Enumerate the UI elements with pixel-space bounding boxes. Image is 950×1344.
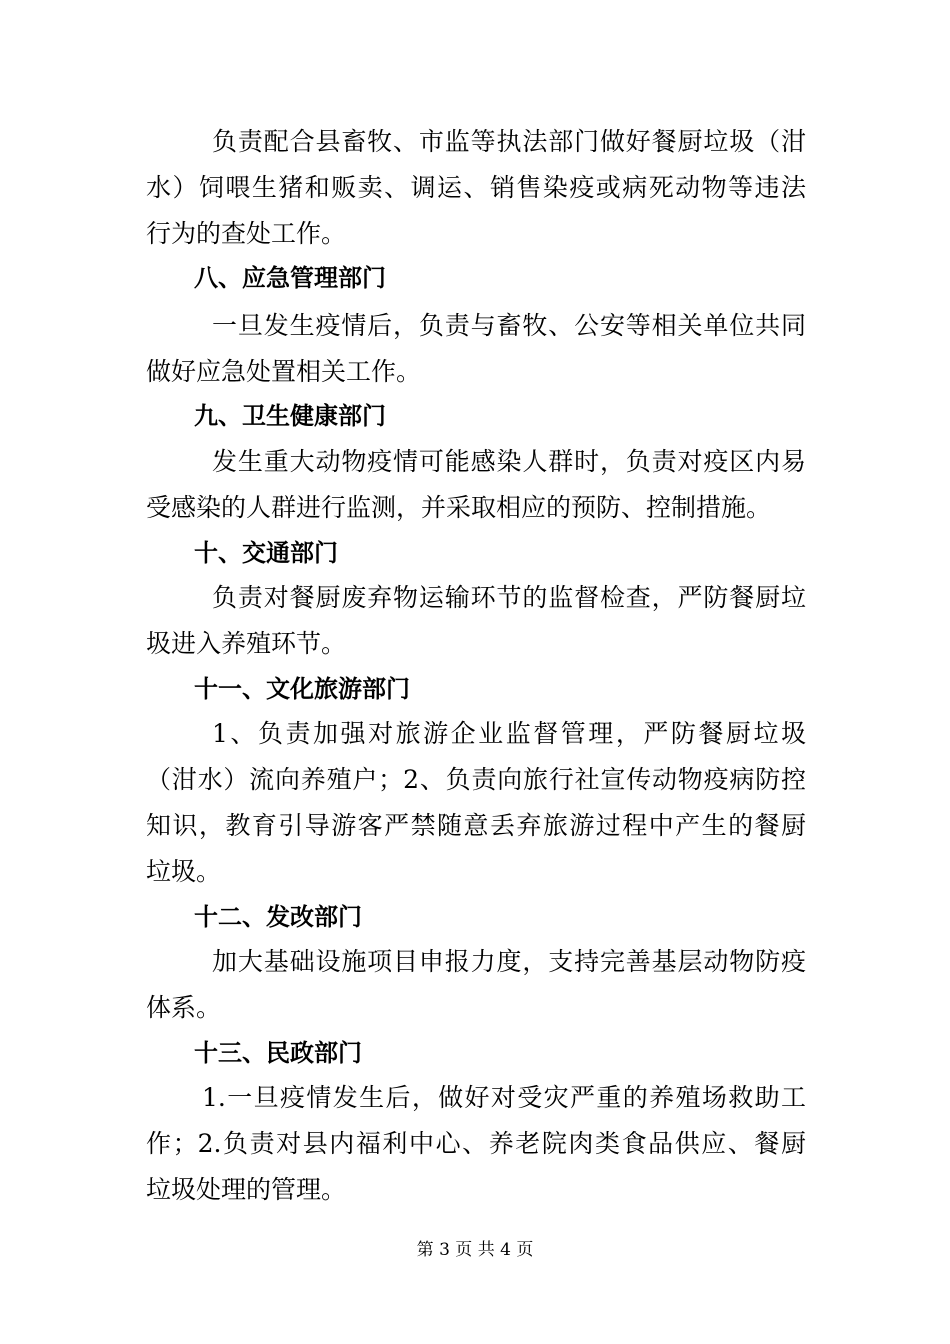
page-number-footer: 第 3 页 共 4 页 (416, 1240, 534, 1260)
paragraph-line: 受感染的人群进行监测，并采取相应的预防、控制措施。 (146, 493, 772, 522)
section-heading: 十、交通部门 (194, 539, 338, 567)
paragraph-line: 垃圾处理的管理。 (146, 1175, 347, 1204)
paragraph-line: 1、负责加强对旅游企业监督管理，严防餐厨垃圾 (212, 719, 806, 748)
paragraph-line: 负责对餐厨废弃物运输环节的监督检查，严防餐厨垃 (212, 583, 806, 612)
paragraph-line: 一旦发生疫情后，负责与畜牧、公安等相关单位共同 (212, 311, 806, 340)
paragraph-line: 加大基础设施项目申报力度，支持完善基层动物防疫 (212, 947, 806, 976)
paragraph-line: 做好应急处置相关工作。 (146, 357, 422, 386)
section-heading: 十二、发改部门 (194, 903, 362, 931)
paragraph-line: 体系。 (146, 993, 222, 1022)
paragraph-line: （泔水）流向养殖户；2、负责向旅行社宣传动物疫病防控 (146, 765, 806, 794)
paragraph-line: 发生重大动物疫情可能感染人群时，负责对疫区内易 (212, 447, 806, 476)
paragraph-line: 1.一旦疫情发生后，做好对受灾严重的养殖场救助工 (202, 1083, 806, 1112)
section-heading: 十一、文化旅游部门 (194, 675, 410, 703)
section-heading: 八、应急管理部门 (194, 264, 386, 292)
paragraph-line: 水）饲喂生猪和贩卖、调运、销售染疫或病死动物等违法 (146, 173, 806, 202)
paragraph-line: 行为的查处工作。 (146, 219, 347, 248)
section-heading: 十三、民政部门 (194, 1039, 362, 1067)
section-heading: 九、卫生健康部门 (194, 402, 386, 430)
paragraph-line: 知识，教育引导游客严禁随意丢弃旅游过程中产生的餐厨 (146, 811, 806, 840)
paragraph-line: 圾进入养殖环节。 (146, 629, 347, 658)
paragraph-line: 垃圾。 (146, 857, 222, 886)
paragraph-line: 负责配合县畜牧、市监等执法部门做好餐厨垃圾（泔 (212, 127, 806, 156)
paragraph-line: 作；2.负责对县内福利中心、养老院肉类食品供应、餐厨 (146, 1129, 806, 1158)
